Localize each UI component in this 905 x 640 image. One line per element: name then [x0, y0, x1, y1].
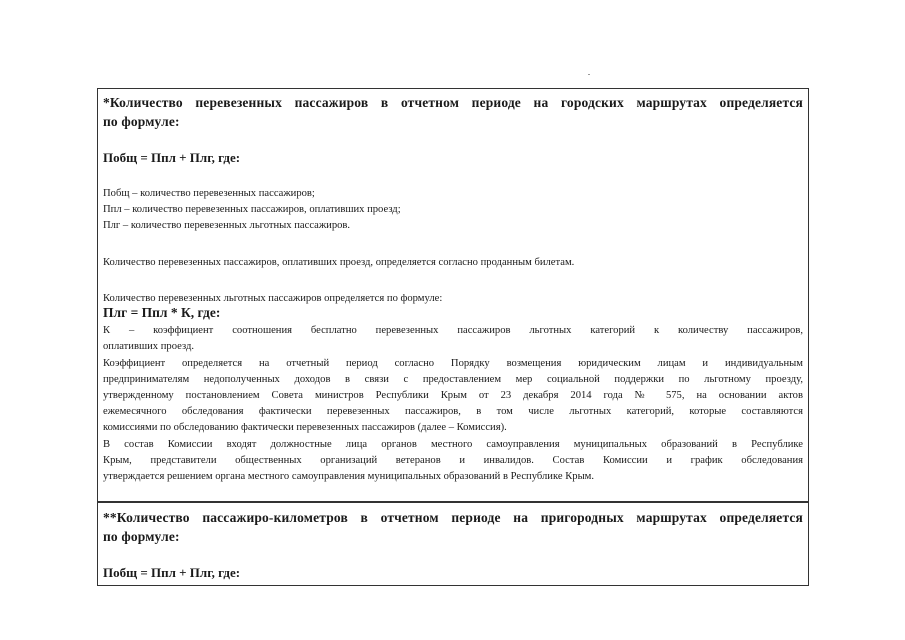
privileged-formula: Плг = Ппл * К, где: — [103, 305, 221, 320]
coefficient-definition-line-2: оплативших проезд. — [103, 341, 195, 352]
section-2-formula: Побщ = Ппл + Плг, где: — [103, 565, 241, 580]
coefficient-paragraph-line-2: предпринимателям недополученных доходов в связи с предоставлением мер социальной поддержки по льготному проезду, — [103, 374, 803, 385]
definition-privileged: Плг – количество перевезенных льготных пассажиров. — [103, 220, 351, 231]
commission-paragraph-line-3: утверждается решением органа местного самоуправления муниципальных образований в Республике Крым. — [103, 471, 595, 482]
coefficient-paragraph-line-4: ежемесячного обследования фактически перевезенных пассажиров, в том числе льготных категорий, которые составляются — [103, 406, 803, 417]
paid-passengers-note: Количество перевезенных пассажиров, оплативших проезд, определяется согласно проданным билетам. — [103, 257, 575, 268]
section-2-heading-line-2: по формуле: — [103, 529, 180, 544]
commission-paragraph-line-2: Крым, представители общественных организаций ветеранов и инвалидов. Состав Комиссии и график обследования — [103, 455, 803, 466]
coefficient-paragraph-line-1: Коэффициент определяется на отчетный период согласно Порядку возмещения юридическим лицам и индивидуальным — [103, 358, 803, 369]
coefficient-paragraph-line-3: утвержденному постановлением Совета министров Республики Крым от 23 декабря 2014 года № 575, на основании актов — [103, 390, 803, 401]
scan-speck — [588, 74, 590, 75]
commission-paragraph-line-1: В состав Комиссии входят должностные лица органов местного самоуправления муниципальных образований в Республике — [103, 439, 803, 450]
coefficient-paragraph-line-5: комиссиями по обследованию фактически перевезенных пассажиров (далее – Комиссия). — [103, 422, 507, 433]
section-2-heading-line-1: **Количество пассажиро-километров в отчетном периоде на пригородных маршрутах определяется — [103, 510, 803, 525]
section-1-formula: Побщ = Ппл + Плг, где: — [103, 150, 241, 165]
coefficient-definition-line-1: К – коэффициент соотношения бесплатно перевезенных пассажиров льготных категорий к количеству пассажиров, — [103, 325, 803, 336]
section-1-heading-line-1: *Количество перевезенных пассажиров в отчетном периоде на городских маршрутах определяется — [103, 95, 803, 110]
section-1-heading-line-2: по формуле: — [103, 114, 180, 129]
definition-total: Побщ – количество перевезенных пассажиров; — [103, 188, 315, 199]
privileged-intro: Количество перевезенных льготных пассажиров определяется по формуле: — [103, 293, 443, 304]
definition-paid: Ппл – количество перевезенных пассажиров, оплативших проезд; — [103, 204, 401, 215]
